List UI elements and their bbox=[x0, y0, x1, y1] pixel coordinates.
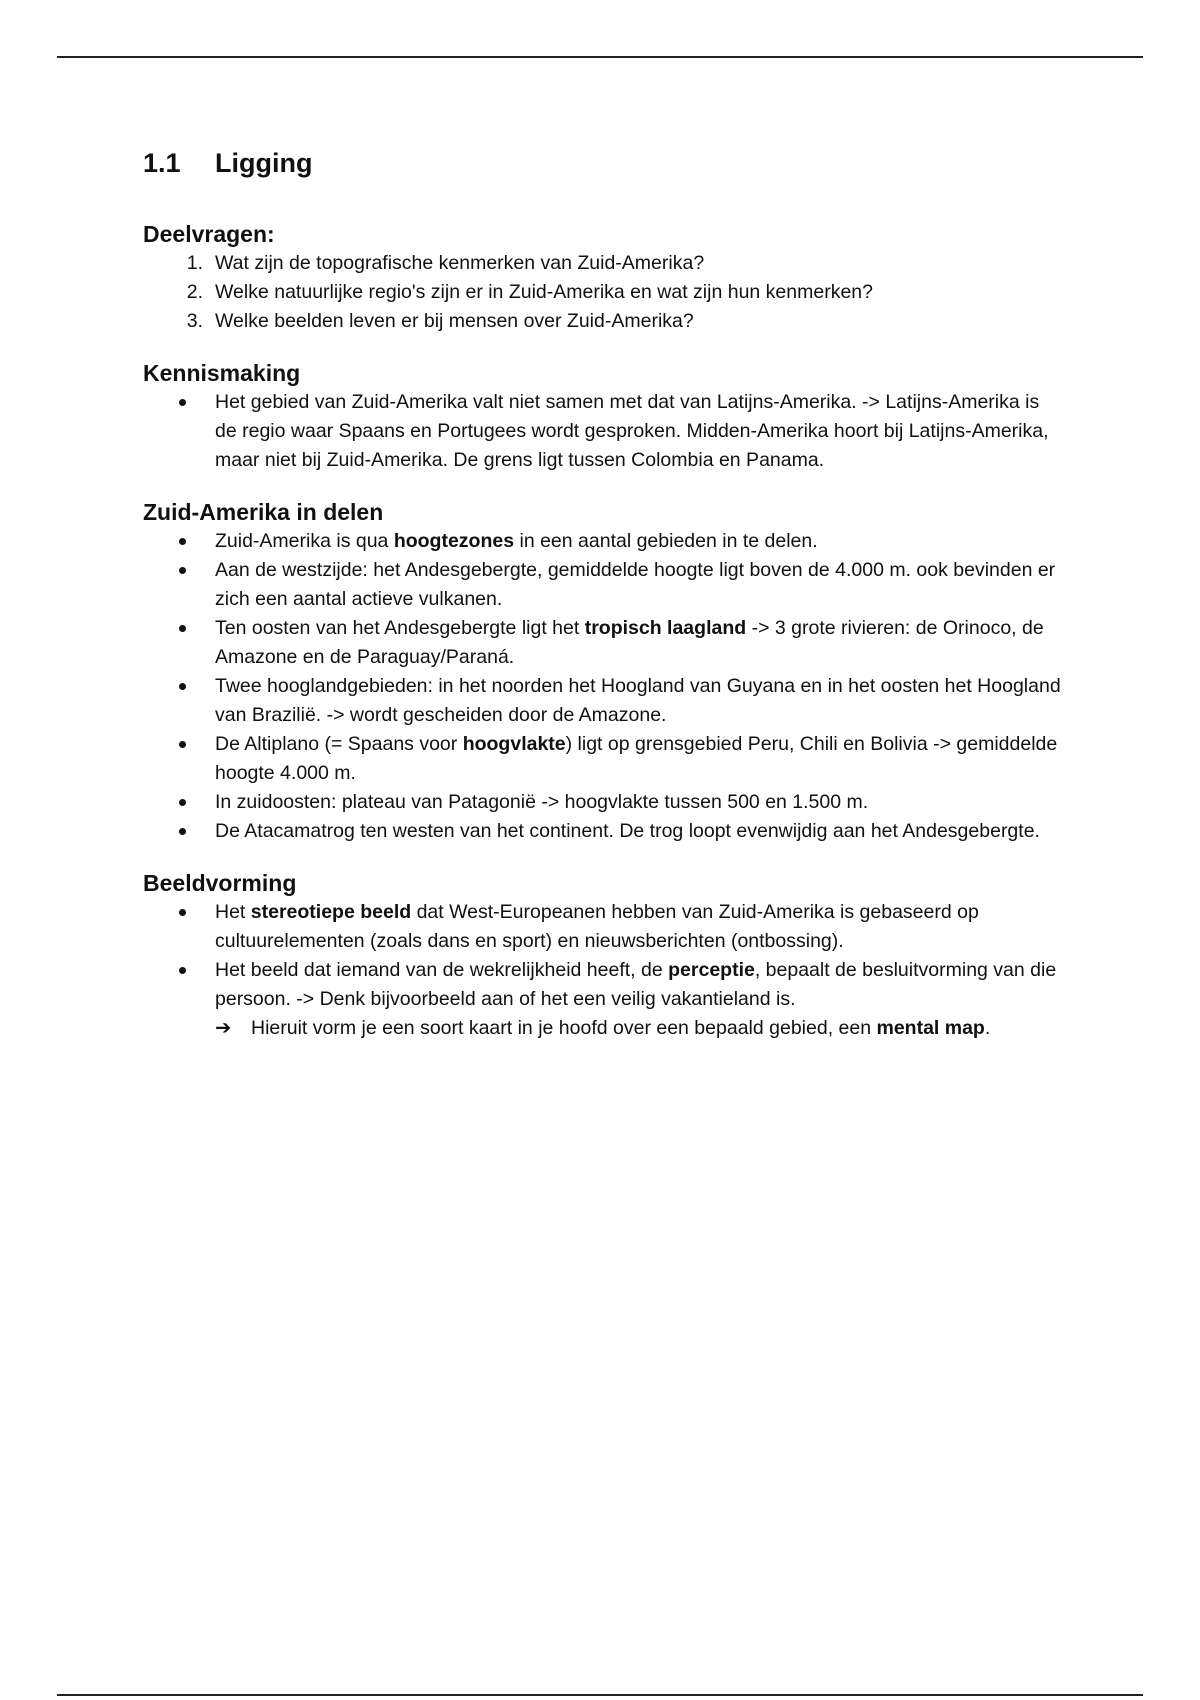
list-text: , bepaalt de besluitvorming van die persoon. -> Denk bijvoorbeeld aan of het een veilig vakantieland is. bbox=[215, 959, 1057, 1010]
list-item bbox=[143, 898, 1063, 956]
bullet-icon bbox=[179, 967, 186, 974]
list-item bbox=[143, 788, 1063, 817]
list-text: Welke natuurlijke regio's zijn er in Zuid-Amerika en wat zijn hun kenmerken? bbox=[215, 281, 873, 303]
list-item bbox=[143, 249, 1063, 278]
kennismaking-list bbox=[143, 388, 1063, 475]
bold-term: mental map bbox=[876, 1017, 985, 1039]
list-item bbox=[143, 817, 1063, 846]
section-number: 1.1 bbox=[143, 148, 181, 178]
list-item bbox=[143, 307, 1063, 336]
bold-term: perceptie bbox=[668, 959, 755, 981]
list-text: In zuidoosten: plateau van Patagonië -> hoogvlakte tussen 500 en 1.500 m. bbox=[215, 791, 869, 813]
bullet-icon bbox=[179, 741, 186, 748]
list-item bbox=[143, 730, 1063, 788]
list-item bbox=[143, 278, 1063, 307]
bullet-icon bbox=[179, 625, 186, 632]
bold-term: hoogtezones bbox=[393, 530, 515, 552]
list-text: De Atacamatrog ten westen van het continent. De trog loopt evenwijdig aan het Andesgebergte. bbox=[215, 820, 1040, 842]
section-title: Ligging bbox=[215, 148, 313, 178]
arrow-right-icon: ➔ bbox=[215, 1017, 232, 1039]
beeldvorming-list bbox=[143, 898, 1063, 1014]
sub-arrow-item bbox=[143, 1014, 1063, 1043]
list-number: 2. bbox=[186, 281, 203, 303]
deelvragen-list bbox=[143, 249, 1063, 336]
bullet-icon bbox=[179, 399, 186, 406]
deelvragen-heading: Deelvragen: bbox=[143, 221, 275, 247]
section-heading bbox=[143, 143, 1063, 183]
delen-list bbox=[143, 527, 1063, 846]
list-item bbox=[143, 388, 1063, 475]
list-text: Aan de westzijde: het Andesgebergte, gemiddelde hoogte ligt boven de 4.000 m. ook bevinden er zich een aantal actieve vulkanen. bbox=[215, 559, 1056, 610]
list-text: ) ligt op grensgebied Peru, Chili en Bolivia -> gemiddelde hoogte 4.000 m. bbox=[215, 733, 1058, 784]
list-text: dat West-Europeanen hebben van Zuid-Amerika is gebaseerd op cultuurelementen (zoals dans en sport) en nieuwsberichten (ontbossing). bbox=[215, 901, 979, 952]
bold-term: tropisch laagland bbox=[584, 617, 747, 639]
beeldvorming-section bbox=[143, 868, 1063, 1043]
bullet-icon bbox=[179, 828, 186, 835]
beeldvorming-heading: Beeldvorming bbox=[143, 870, 297, 896]
list-item bbox=[143, 556, 1063, 614]
list-text: Het bbox=[215, 901, 251, 923]
header-rule bbox=[57, 56, 1143, 58]
list-item bbox=[143, 956, 1063, 1014]
bullet-icon bbox=[179, 799, 186, 806]
list-text: Hieruit vorm je een soort kaart in je hoofd over een bepaald gebied, een bbox=[251, 1017, 877, 1039]
list-text: in een aantal gebieden in te delen. bbox=[514, 530, 818, 552]
list-text: Wat zijn de topografische kenmerken van Zuid-Amerika? bbox=[215, 252, 705, 274]
footer-rule bbox=[57, 1694, 1143, 1696]
list-item bbox=[143, 527, 1063, 556]
list-text: Ten oosten van het Andesgebergte ligt het bbox=[215, 617, 585, 639]
list-text: Het beeld dat iemand van de wekrelijkheid heeft, de bbox=[215, 959, 669, 981]
list-item bbox=[143, 672, 1063, 730]
delen-heading: Zuid-Amerika in delen bbox=[143, 499, 384, 525]
list-item bbox=[143, 614, 1063, 672]
list-number: 1. bbox=[186, 252, 203, 274]
kennismaking-section bbox=[143, 358, 1063, 475]
list-text: Zuid-Amerika is qua bbox=[215, 530, 394, 552]
list-text: De Altiplano (= Spaans voor bbox=[215, 733, 463, 755]
list-text: -> 3 grote rivieren: de Orinoco, de Amazone en de Paraguay/Paraná. bbox=[215, 617, 1044, 668]
document-body bbox=[143, 143, 1063, 1065]
list-text: Het gebied van Zuid-Amerika valt niet samen met dat van Latijns-Amerika. -> Latijns-Amerika is de regio waar Spaans en Portugees wordt gesproken. Midden-Amerika hoort bij Latijns-Amerika, maar niet bij Zuid-Amerika. De grens ligt tussen Colombia en Panama. bbox=[215, 391, 1049, 471]
bullet-icon bbox=[179, 909, 186, 916]
list-text: Twee hooglandgebieden: in het noorden het Hoogland van Guyana en in het oosten het Hoogland van Brazilië. -> wordt gescheiden door de Amazone. bbox=[215, 675, 1061, 726]
list-number: 3. bbox=[186, 310, 203, 332]
bold-term: hoogvlakte bbox=[462, 733, 566, 755]
bullet-icon bbox=[179, 538, 186, 545]
bullet-icon bbox=[179, 683, 186, 690]
bullet-icon bbox=[179, 567, 186, 574]
list-text: Welke beelden leven er bij mensen over Zuid-Amerika? bbox=[215, 310, 694, 332]
deelvragen-section bbox=[143, 219, 1063, 336]
kennismaking-heading: Kennismaking bbox=[143, 360, 301, 386]
bold-term: stereotiepe beeld bbox=[250, 901, 412, 923]
delen-section bbox=[143, 497, 1063, 846]
list-text: . bbox=[984, 1017, 991, 1039]
